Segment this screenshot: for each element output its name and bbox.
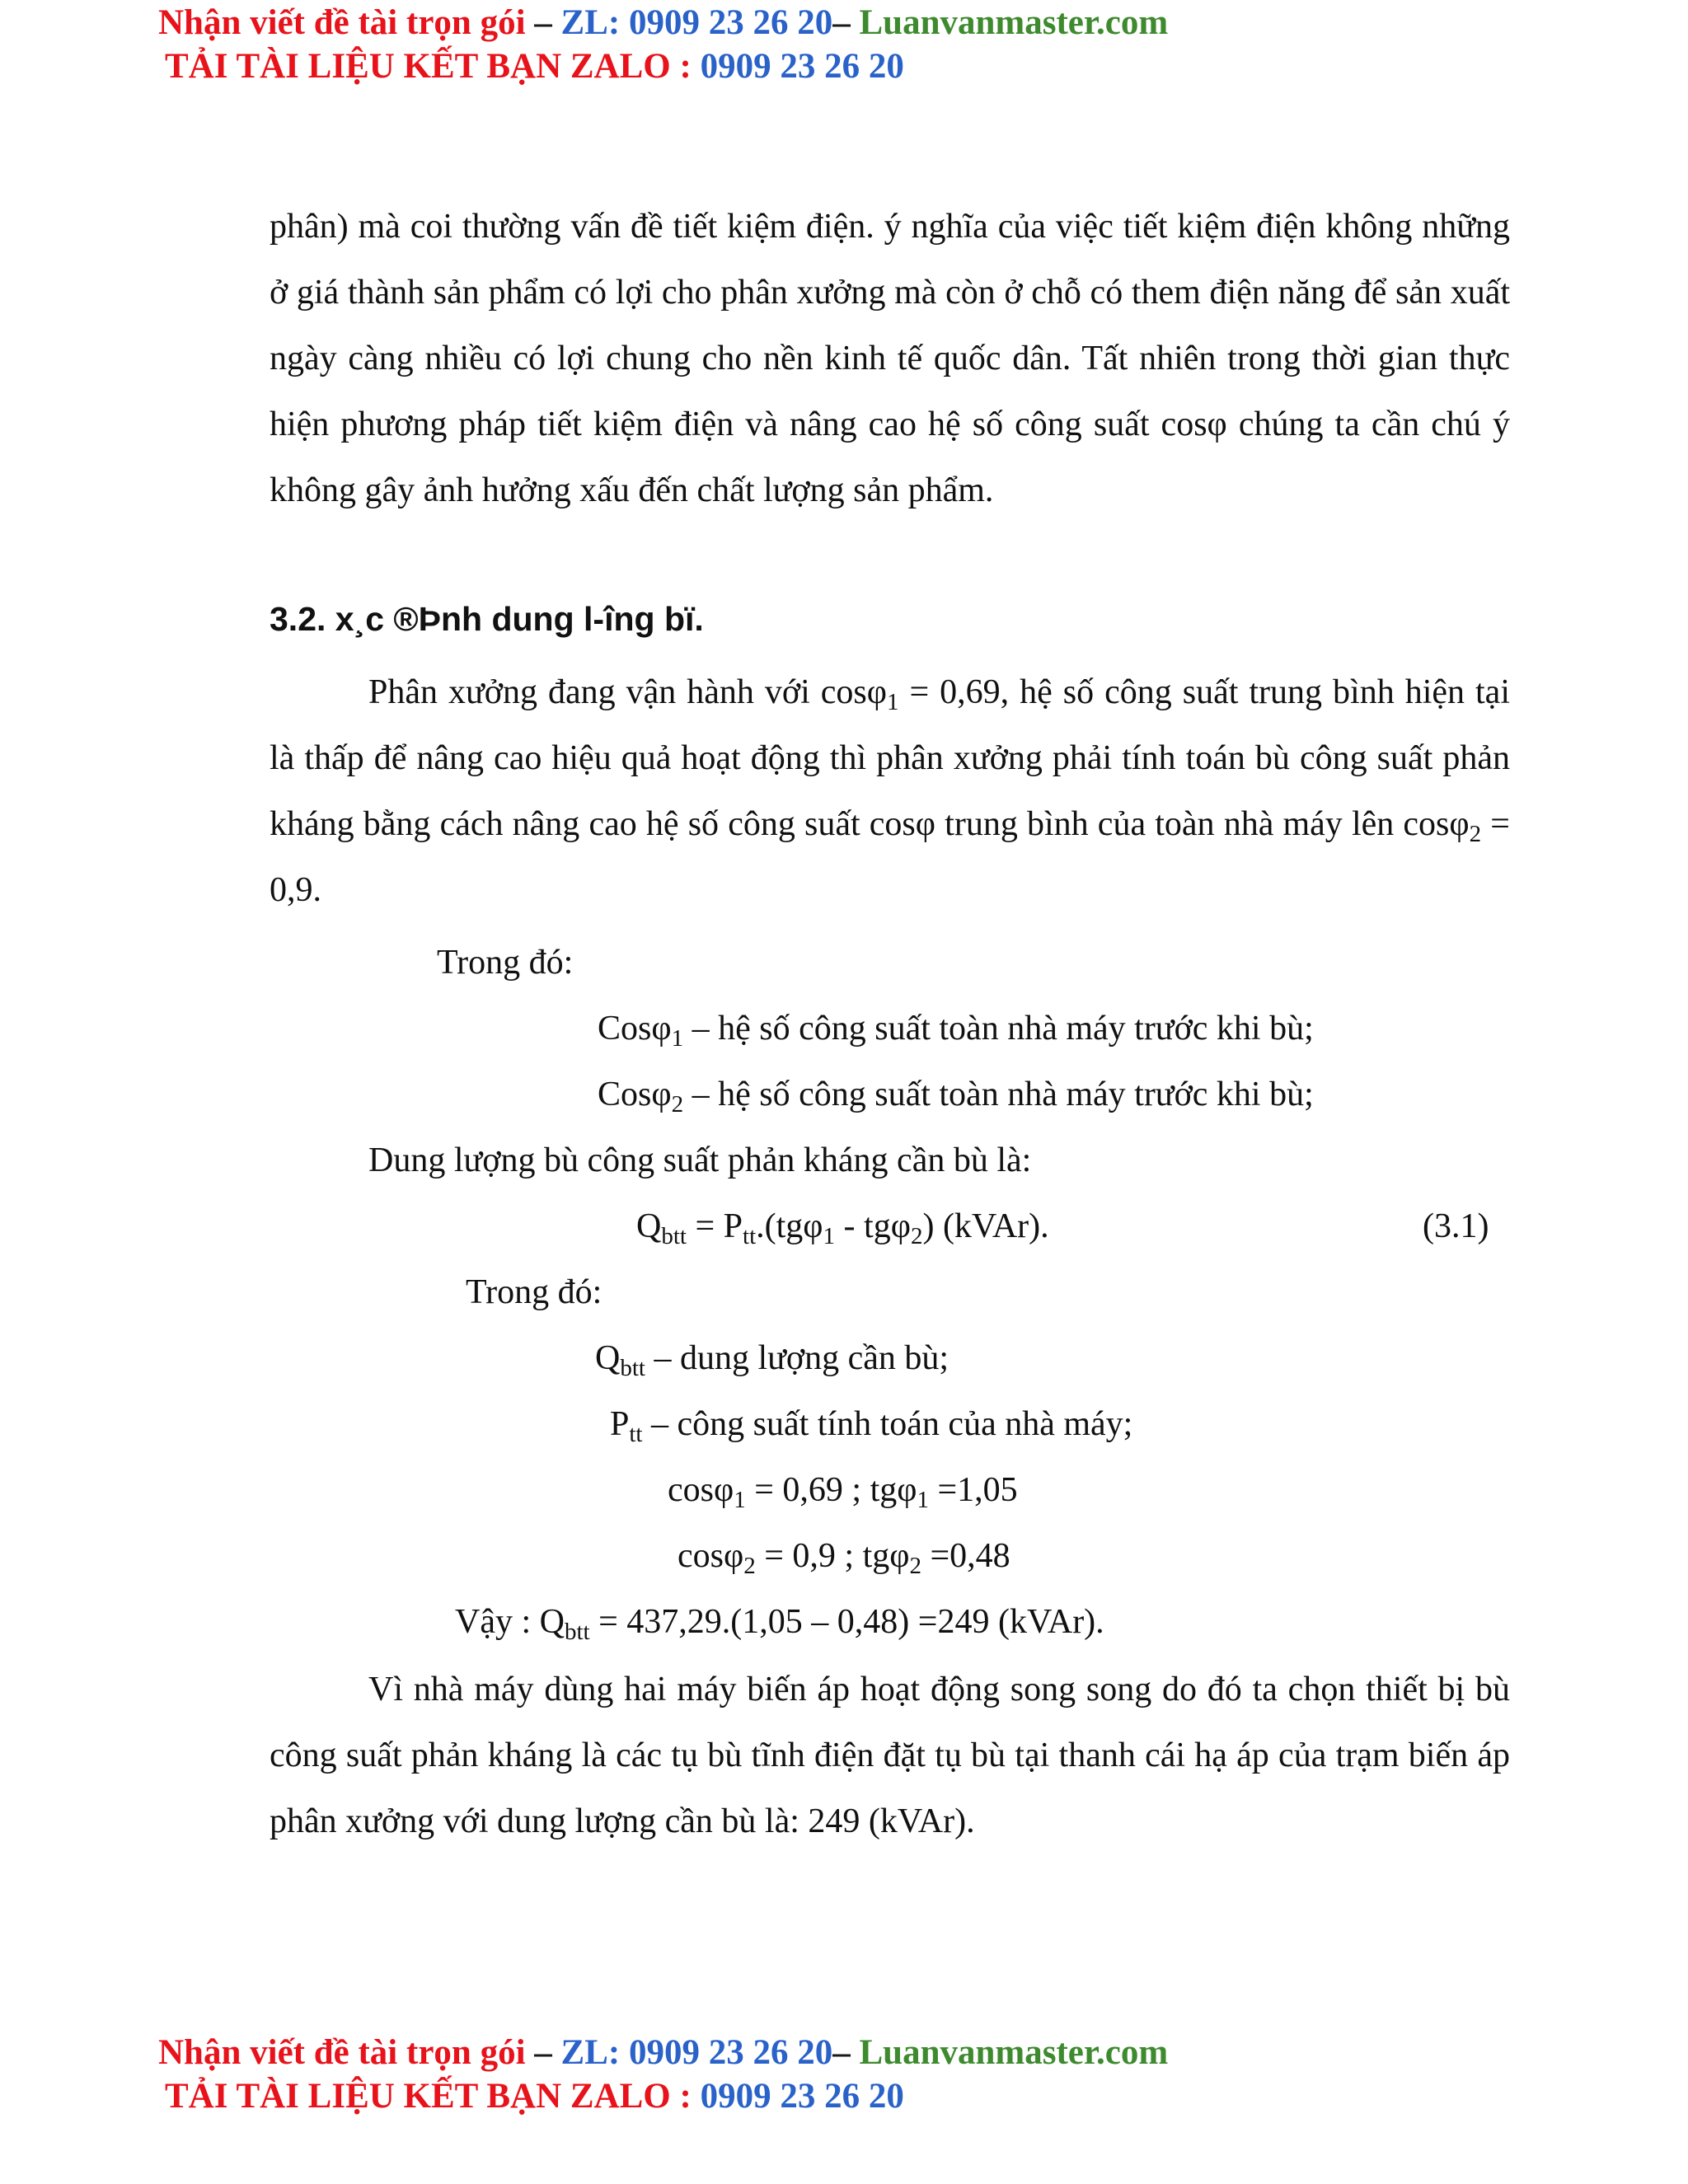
value-line-1 — [668, 1469, 1018, 1511]
def4-text: – công suất tính toán của nhà máy; — [642, 1405, 1133, 1443]
def3-symbol: Q — [595, 1339, 621, 1377]
result-text-2: = 437,29.(1,05 – 0,48) =249 (kVAr). — [589, 1603, 1104, 1641]
header-dash: – — [525, 3, 561, 42]
definition-cosphi2 — [598, 1073, 1314, 1116]
formula-unit: ) (kVAr). — [922, 1207, 1049, 1245]
header-line-1 — [158, 2, 1168, 45]
paragraph-2 — [270, 659, 1510, 923]
formula-q: Q — [636, 1207, 662, 1245]
formula-q-sub: btt — [661, 1223, 687, 1249]
footer-line-1 — [158, 2032, 1168, 2074]
footer-download-text: TẢI TÀI LIỆU KẾT BẠN ZALO : — [165, 2077, 701, 2116]
formula-tg1: .(tgφ — [756, 1207, 823, 1245]
where-label-2: Trong đó: — [466, 1273, 603, 1311]
header-zalo-number: ZL: 0909 23 26 20 — [560, 3, 833, 42]
section-heading: 3.2. x¸c ®Þnh dung l-îng bï. — [270, 600, 704, 638]
val1-cos: cosφ — [668, 1471, 734, 1509]
result-line — [455, 1601, 1104, 1643]
formula-p-sub: tt — [743, 1223, 757, 1249]
definition-qbtt — [595, 1337, 949, 1380]
val2-tg: = 0,9 ; tgφ — [755, 1537, 910, 1575]
intro-block — [270, 194, 1510, 523]
val2-value: =0,48 — [921, 1537, 1010, 1575]
footer-dash-2: – — [832, 2033, 860, 2072]
formula-tg2-sub: 2 — [910, 1223, 923, 1249]
para2-text-2: = 0,69, hệ số công suất trung bình hiện tại là thấp để nâng cao hiệu quả hoạt động thì phân xưởng phải tính toán bù công suất phản kháng bằng cách nâng cao hệ số công suất cosφ trung bình của toàn nhà máy lên cosφ — [270, 673, 1510, 843]
val1-value: =1,05 — [929, 1471, 1018, 1509]
def1-symbol: Cosφ — [598, 1010, 672, 1047]
footer-dash: – — [525, 2033, 561, 2072]
conclusion-paragraph: Vì nhà máy dùng hai máy biến áp hoạt động song song do đó ta chọn thiết bị bù công suất phản kháng là các tụ bù tĩnh điện đặt tụ bù tại thanh cái hạ áp của trạm biến áp phân xưởng với dung lượng cần bù là: 249 (kVAr). — [270, 1671, 1510, 1840]
footer-website: Luanvanmaster.com — [859, 2033, 1169, 2072]
def1-sub: 1 — [671, 1025, 684, 1052]
formula-tg2: - tgφ — [835, 1207, 911, 1245]
capacity-intro: Dung lượng bù công suất phản kháng cần bù là: — [368, 1141, 1032, 1179]
val2-cos: cosφ — [678, 1537, 744, 1575]
conclusion-block — [270, 1657, 1510, 1854]
para2-sub-2: 2 — [1469, 821, 1482, 847]
para2-text-1: Phân xưởng đang vận hành với cosφ — [368, 673, 887, 711]
val2-tg-sub: 2 — [909, 1553, 921, 1579]
definition-cosphi1 — [598, 1007, 1314, 1050]
para2-text-3: = 0,9. — [270, 805, 1510, 909]
formula-3-1 — [636, 1205, 1049, 1248]
def2-sub: 2 — [671, 1091, 684, 1118]
footer-line-2 — [165, 2075, 904, 2118]
formula-p: = P — [686, 1207, 743, 1245]
header-download-text: TẢI TÀI LIỆU KẾT BẠN ZALO : — [165, 47, 701, 86]
equation-number: (3.1) — [1423, 1207, 1489, 1245]
definition-ptt — [610, 1403, 1132, 1446]
def2-text: – hệ số công suất toàn nhà máy trước khi bù; — [683, 1076, 1314, 1113]
header-zalo-number-2: 0909 23 26 20 — [700, 47, 904, 86]
para2-sub-1: 1 — [886, 689, 899, 715]
header-dash-2: – — [832, 3, 860, 42]
header-line-2 — [165, 45, 904, 88]
footer-service-text: Nhận viết đề tài trọn gói — [158, 2033, 526, 2072]
intro-paragraph: phân) mà coi thường vấn đề tiết kiệm điện. ý nghĩa của việc tiết kiệm điện không những ở giá thành sản phẩm có lợi cho phân xưởng mà còn ở chỗ có them điện năng để sản xuất ngày càng nhiều có lợi chung cho nền kinh tế quốc dân. Tất nhiên trong thời gian thực hiện phương pháp tiết kiệm điện và nâng cao hệ số công suất cosφ chúng ta cần chú ý không gây ảnh hưởng xấu đến chất lượng sản phẩm. — [270, 208, 1510, 509]
footer-zalo-number: ZL: 0909 23 26 20 — [560, 2033, 833, 2072]
header-website: Luanvanmaster.com — [859, 3, 1169, 42]
result-sub: btt — [564, 1619, 590, 1645]
def4-sub: tt — [629, 1421, 643, 1447]
where-label-1: Trong đó: — [437, 944, 574, 982]
val1-tg: = 0,69 ; tgφ — [745, 1471, 917, 1509]
val1-cos-sub: 1 — [734, 1487, 746, 1513]
def4-symbol: P — [610, 1405, 630, 1443]
def3-text: – dung lượng cần bù; — [645, 1339, 950, 1377]
formula-tg1-sub: 1 — [823, 1223, 836, 1249]
def3-sub: btt — [620, 1355, 645, 1381]
val1-tg-sub: 1 — [917, 1487, 929, 1513]
result-text-1: Vậy : Q — [455, 1603, 565, 1641]
paragraph-2-block — [270, 659, 1510, 923]
footer-zalo-number-2: 0909 23 26 20 — [700, 2077, 904, 2116]
def2-symbol: Cosφ — [598, 1076, 672, 1113]
value-line-2 — [678, 1535, 1010, 1577]
def1-text: – hệ số công suất toàn nhà máy trước khi bù; — [683, 1010, 1314, 1047]
val2-cos-sub: 2 — [743, 1553, 756, 1579]
header-service-text: Nhận viết đề tài trọn gói — [158, 3, 526, 42]
